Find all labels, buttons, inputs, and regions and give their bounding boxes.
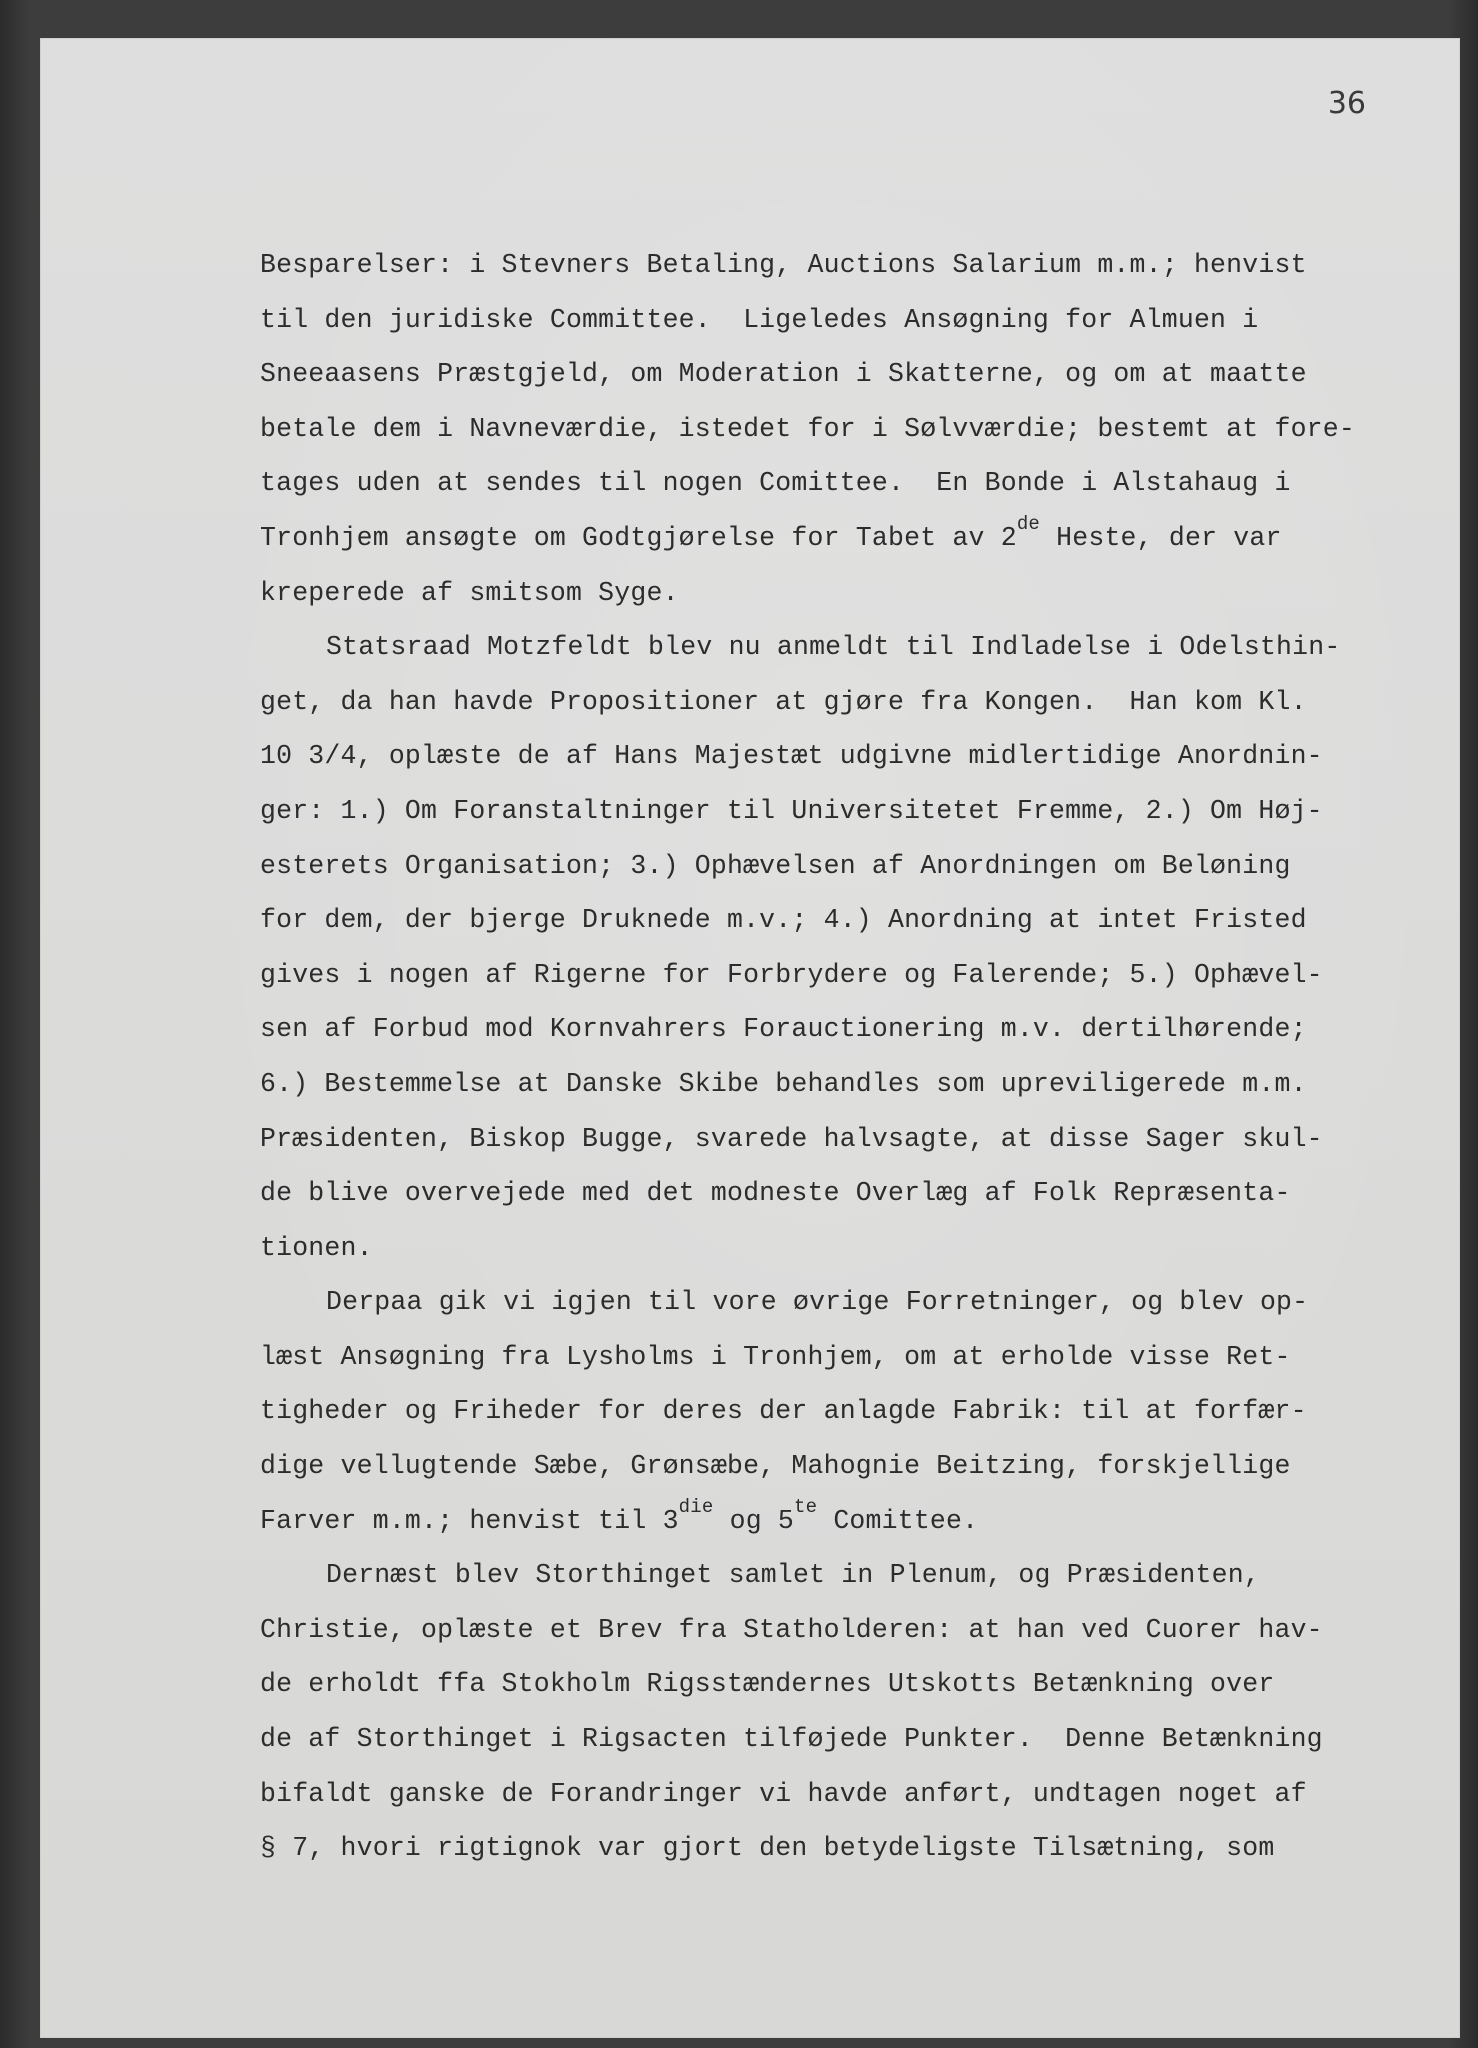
text-line: sen af Forbud mod Kornvahrers Forauctionering m.v. dertilhørende; [260,1014,1307,1045]
text-line: § 7, hvori rigtignok var gjort den betydeligste Tilsætning, som [260,1833,1275,1864]
text-line: 10 3/4, oplæste de af Hans Majestæt udgivne midlertidige Anordnin- [260,741,1323,772]
text-segment: Tronhjem ansøgte om Godtgjørelse for Tabet av 2 [260,522,1017,553]
text-segment: og 5 [713,1505,794,1536]
text-line: Christie, oplæste et Brev fra Statholderen: at han ved Cuorer hav- [260,1614,1323,1645]
text-line: get, da han havde Propositioner at gjøre fra Kongen. Han kom Kl. [260,686,1307,717]
paragraph-start-line: Derpaa gik vi igjen til vore øvrige Forretninger, og blev op- [326,1287,1309,1318]
text-line: esterets Organisation; 3.) Ophævelsen af Anordningen om Beløning [260,850,1291,881]
document-page [40,38,1460,2038]
superscript: die [678,1495,714,1518]
text-line: til den juridiske Committee. Ligeledes Ansøgning for Almuen i [260,304,1259,335]
text-line: tages uden at sendes til nogen Comittee. En Bonde i Alstahaug i [260,468,1291,499]
text-line: Sneeaasens Præstgjeld, om Moderation i Skatterne, og om at maatte [260,359,1307,390]
text-line: tionen. [260,1232,373,1263]
paragraph-start-line: Statsraad Motzfeldt blev nu anmeldt til Indladelse i Odelsthin- [326,632,1341,663]
text-line: betale dem i Navneværdie, istedet for i Sølvværdie; bestemt at fore- [260,413,1355,444]
text-segment: Comittee. [817,1505,979,1536]
text-line: tigheder og Friheder for deres der anlagde Fabrik: til at forfær- [260,1396,1307,1427]
text-line: læst Ansøgning fra Lysholms i Tronhjem, om at erholde visse Ret- [260,1341,1291,1372]
text-line: gives i nogen af Rigerne for Forbrydere og Falerende; 5.) Ophævel- [260,959,1323,990]
text-line [260,511,1430,566]
text-line: for dem, der bjerge Druknede m.v.; 4.) Anordning at intet Fristed [260,905,1307,936]
text-line: de af Storthinget i Rigsacten tilføjede Punkter. Denne Betænkning [260,1724,1323,1755]
text-line: Besparelser: i Stevners Betaling, Auctions Salarium m.m.; henvist [260,250,1307,280]
text-segment: Heste, der var [1040,522,1282,553]
paragraph-start-line: Dernæst blev Storthinget samlet in Plenum, og Præsidenten, [326,1560,1260,1591]
text-line: 6.) Bestemmelse at Danske Skibe behandles som upreviligerede m.m. [260,1068,1307,1099]
text-line: Præsidenten, Biskop Bugge, svarede halvsagte, at disse Sager skul- [260,1123,1323,1154]
superscript: te [794,1495,818,1518]
text-line: de erholdt ffa Stokholm Rigsstændernes Utskotts Betænkning over [260,1669,1275,1700]
text-line: dige vellugtende Sæbe, Grønsæbe, Mahognie Beitzing, forskjellige [260,1451,1291,1482]
text-line [260,1494,1430,1549]
text-segment: Farver m.m.; henvist til 3 [260,1505,679,1536]
page-number: 36 [1327,86,1366,121]
text-line: kreperede af smitsom Syge. [260,577,679,608]
text-line: de blive overvejede med det modneste Overlæg af Folk Repræsenta- [260,1178,1291,1209]
text-line: bifaldt ganske de Forandringer vi havde anført, undtagen noget af [260,1778,1307,1809]
text-line: ger: 1.) Om Foranstaltninger til Universitetet Fremme, 2.) Om Høj- [260,795,1323,826]
document-body [260,238,1430,1876]
superscript: de [1016,513,1041,536]
